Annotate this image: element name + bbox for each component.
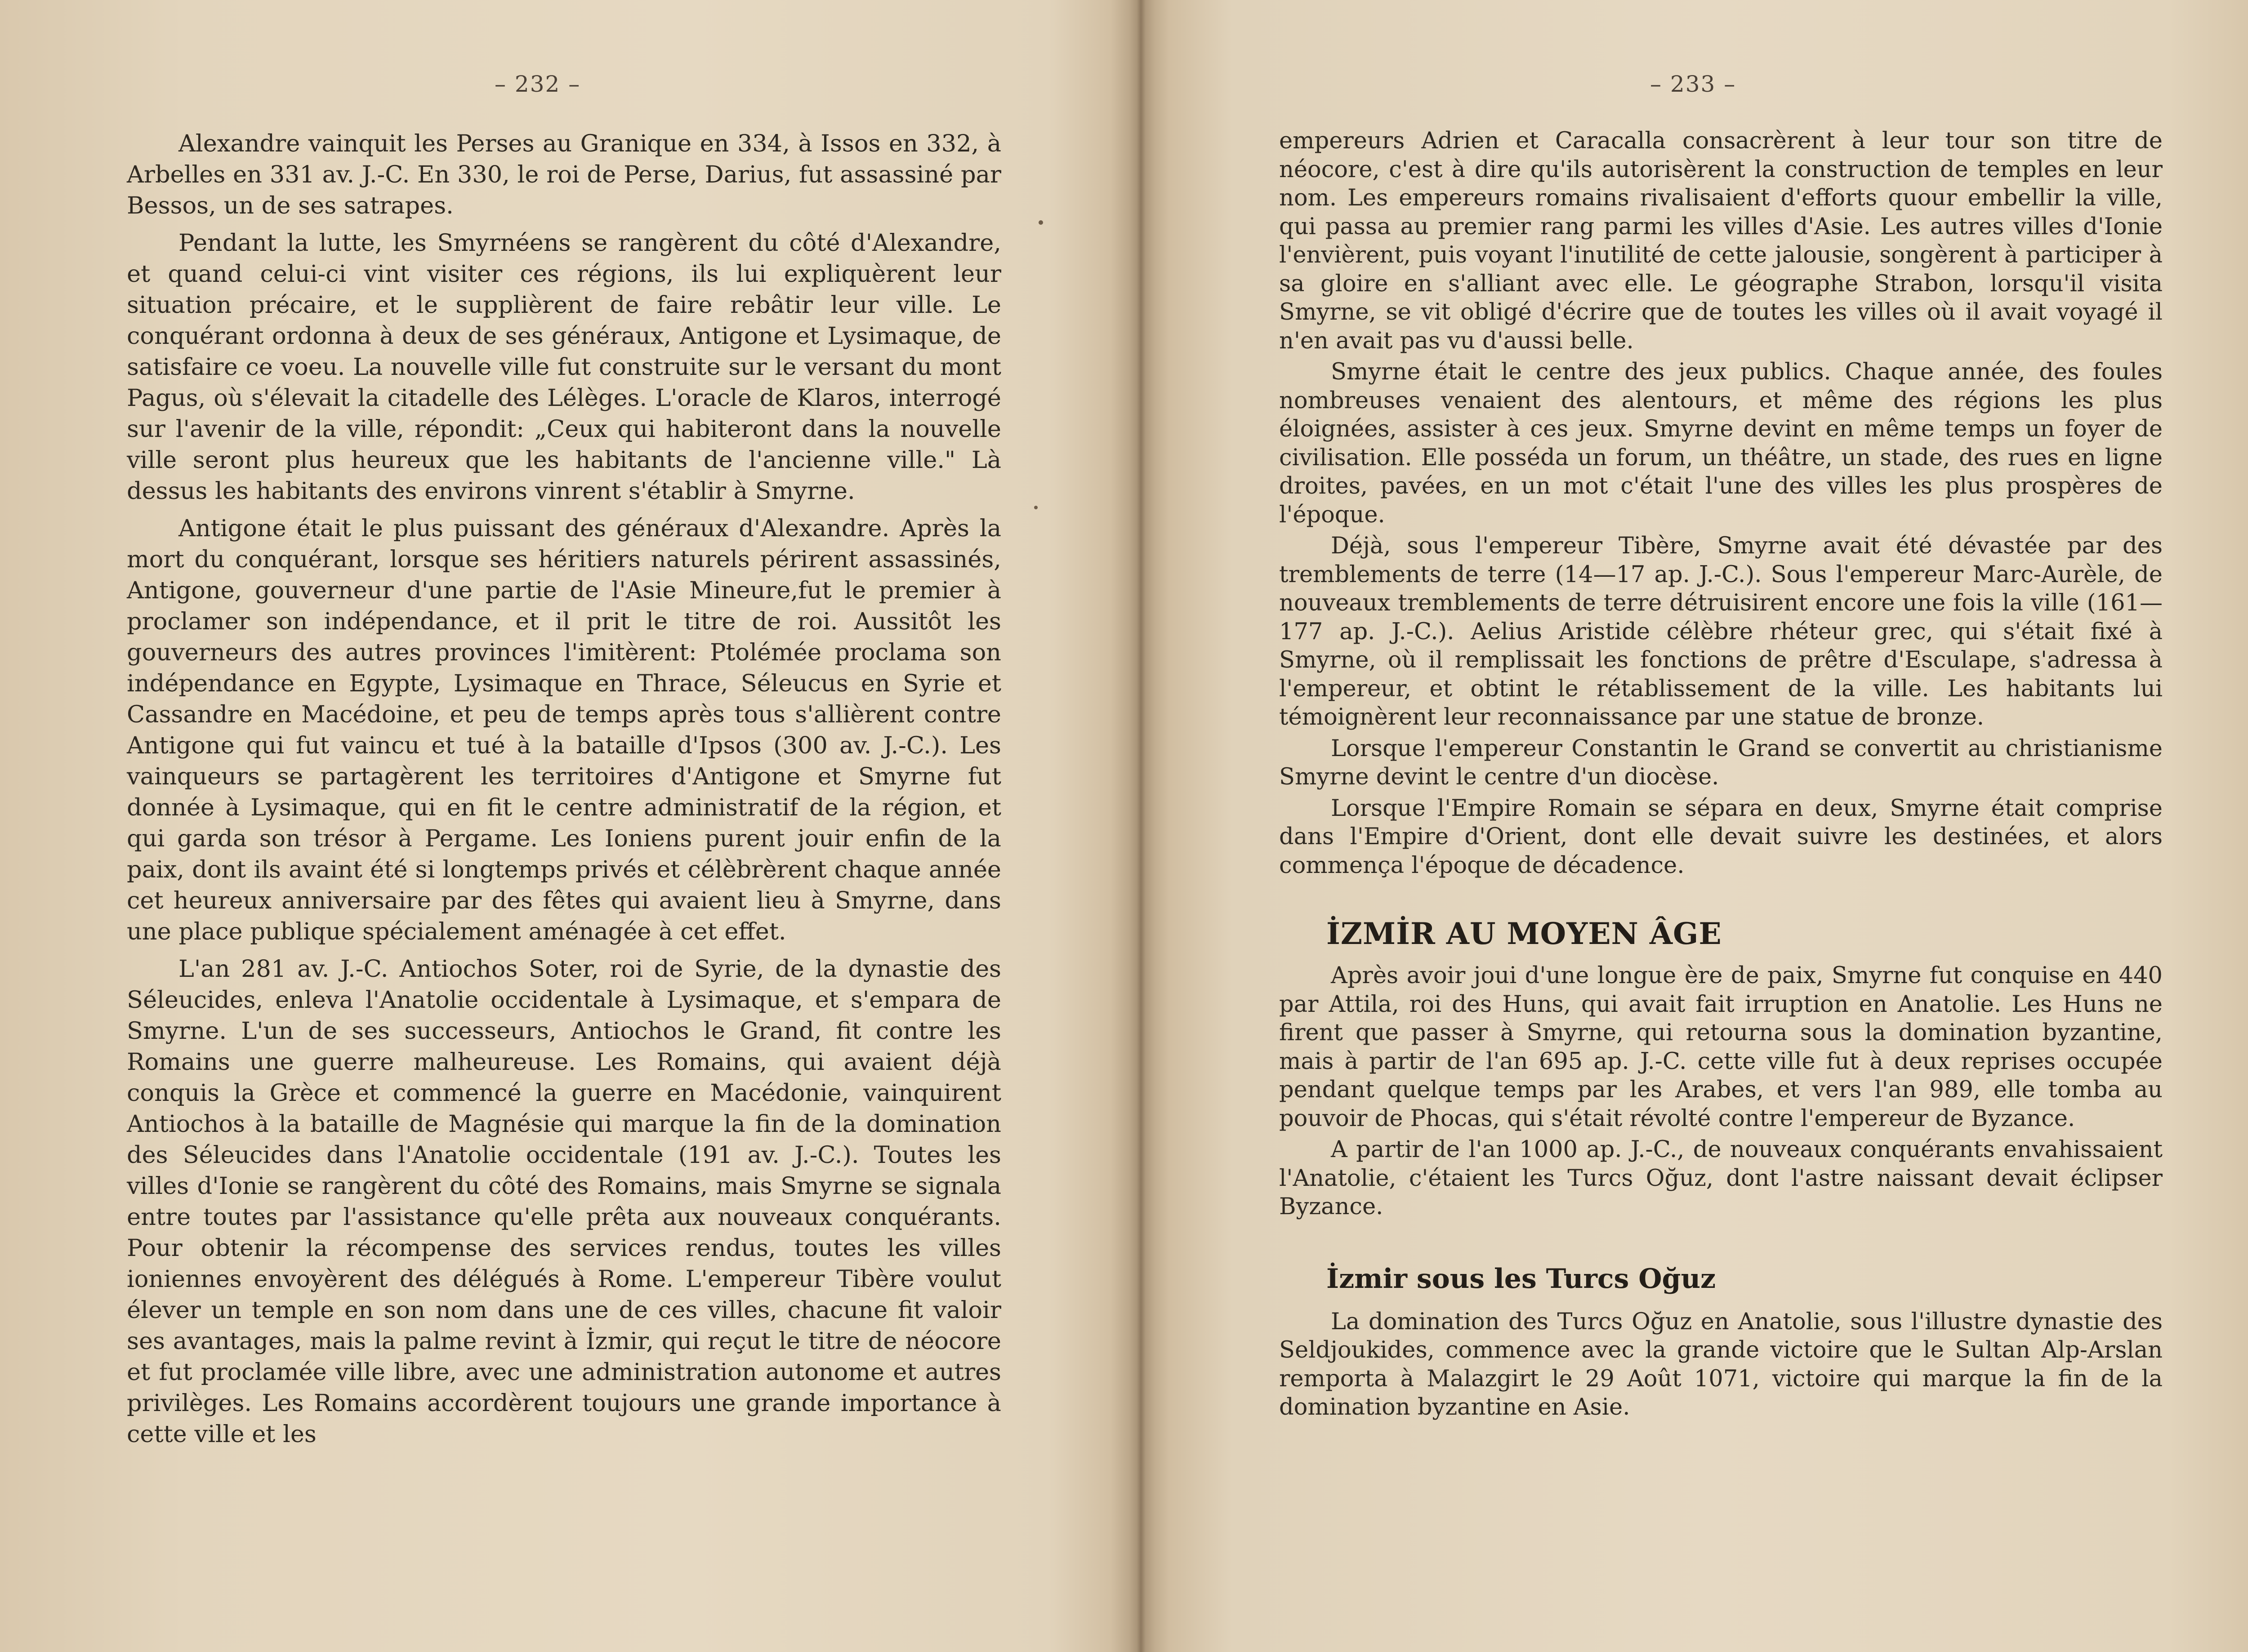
- section-heading: İZMİR AU MOYEN ÂGE: [1326, 916, 1722, 951]
- paragraph: Antigone était le plus puissant des généraux d'Alexandre. Après la mort du conquérant, lorsque ses héritiers naturels périrent assassinés, Antigone, gouverneur d'une partie de l'Asie Mineure,fut le premier à proclamer son indépendance, et il prit le titre de roi. Aussitôt les gouverneurs des autres provinces l'imitèrent: Ptolémée proclama son indépendance en Egypte, Lysimaque en Thrace, Séleucus en Syrie et Cassandre en Macédoine, et peu de temps après tous s'allièrent contre Antigone qui fut vaincu et tué à la bataille d'Ipsos (300 av. J.-C.). Les vainqueurs se partagèrent les territoires d'Antigone et Smyrne fut donnée à Lysimaque, qui en fit le centre administratif de la région, et qui garda son trésor à Pergame. Les Ioniens purent jouir enfin de la paix, dont ils avaint été si longtemps privés et célèbrèrent chaque année cet heureux anniversaire par des fêtes qui avaient lieu à Smyrne, dans une place publique spécialement aménagée à cet effet.: [127, 515, 1001, 945]
- paragraph: Après avoir joui d'une longue ère de paix, Smyrne fut conquise en 440 par Attila, roi des Huns, qui avait fait irruption en Anatolie. Les Huns ne firent que passer à Smyrne, qui retourna sous la domination byzantine, mais à partir de l'an 695 ap. J.-C. cette ville fut à deux reprises occupée pendant quelque temps par les Arabes, et vers l'an 989, elle tomba au pouvoir de Phocas, qui s'était révolté contre l'empereur de Byzance.: [1279, 962, 2163, 1132]
- right-page: [1142, 0, 2248, 1652]
- paragraph: Alexandre vainquit les Perses au Granique en 334, à Issos en 332, à Arbelles en 331 av. J.-C. En 330, le roi de Perse, Darius, fut assassiné par Bessos, un de ses satrapes.: [127, 130, 1001, 219]
- left-text-block: [127, 128, 1001, 1456]
- paragraph: Lorsque l'Empire Romain se sépara en deux, Smyrne était comprise dans l'Empire d'Orient, dont elle devait suivre les destinées, et alors commença l'époque de décadence.: [1279, 795, 2163, 879]
- paragraph: Lorsque l'empereur Constantin le Grand se convertit au christianisme Smyrne devint le centre d'un diocèse.: [1279, 735, 2163, 790]
- paragraph: Pendant la lutte, les Smyrnéens se rangèrent du côté d'Alexandre, et quand celui-ci vint visiter ces régions, ils lui expliquèrent leur situation précaire, et le supplièrent de faire rebâtir leur ville. Le conquérant ordonna à deux de ses généraux, Antigone et Lysimaque, de satisfaire ce voeu. La nouvelle ville fut construite sur le versant du mont Pagus, où s'élevait la citadelle des Lélèges. L'oracle de Klaros, interrogé sur l'avenir de la ville, répondit: „Ceux qui habiteront dans la nouvelle ville seront plus heureux que les habitants de l'ancienne ville." Là dessus les habitants des environs vinrent s'établir à Smyrne.: [127, 229, 1001, 505]
- paragraph: La domination des Turcs Oğuz en Anatolie, sous l'illustre dynastie des Seldjoukides, commence avec la grande victoire que le Sultan Alp-Arslan remporta à Malazgirt le 29 Août 1071, victoire qui marque la fin de la domination byzantine en Asie.: [1279, 1308, 2163, 1420]
- paragraph: empereurs Adrien et Caracalla consacrèrent à leur tour son titre de néocore, c'est à dire qu'ils autorisèrent la construction de temples en leur nom. Les empereurs romains rivalisaient d'efforts quour embellir la ville, qui passa au premier rang parmi les villes d'Asie. Les autres villes d'Ionie l'envièrent, puis voyant l'inutilité de cette jalousie, songèrent à participer à sa gloire en s'alliant avec elle. Le géographe Strabon, lorsqu'il visita Smyrne, se vit obligé d'écrire que de toutes les villes où il avait voyagé il n'en avait pas vu d'aussi belle.: [1279, 128, 2163, 354]
- paragraph: Déjà, sous l'empereur Tibère, Smyrne avait été dévastée par des tremblements de terre (14—17 ap. J.-C.). Sous l'empereur Marc-Aurèle, de nouveaux tremblements de terre détruisirent encore une fois la ville (161—177 ap. J.-C.). Aelius Aristide célèbre rhéteur grec, qui s'était fixé à Smyrne, où il remplissait les fonctions de prêtre d'Esculape, s'adressa à l'empereur, et obtint le rétablissement de la ville. Les habitants lui témoignèrent leur reconnaissance par une statue de bronze.: [1279, 533, 2163, 730]
- paragraph: L'an 281 av. J.-C. Antiochos Soter, roi de Syrie, de la dynastie des Séleucides, enleva l'Anatolie occidentale à Lysimaque, et s'empara de Smyrne. L'un de ses successeurs, Antiochos le Grand, fit contre les Romains une guerre malheureuse. Les Romains, qui avaient déjà conquis la Grèce et commencé la guerre en Macédonie, vainquirent Antiochos à la bataille de Magnésie qui marque la fin de la domination des Séleucides dans l'Anatolie occidentale (191 av. J.-C.). Toutes les villes d'Ionie se rangèrent du côté des Romains, mais Smyrne se signala entre toutes par l'assistance qu'elle prêta aux nouveaux conquérants. Pour obtenir la récompense des services rendus, toutes les villes ioniennes envoyèrent des délégués à Rome. L'empereur Tibère voulut élever un temple en son nom dans une de ces villes, chacune fit valoir ses avantages, mais la palme revint à İzmir, qui reçut le titre de néocore et fut proclamée ville libre, avec une administration autonome et autres privilèges. Les Romains accordèrent toujours une grande importance à cette ville et les: [127, 955, 1001, 1448]
- page-number: – 232 –: [495, 71, 581, 97]
- right-text-block: [1279, 127, 2163, 1425]
- paragraph: Smyrne était le centre des jeux publics. Chaque année, des foules nombreuses venaient des alentours, et même des régions les plus éloignées, assister à ces jeux. Smyrne devint en même temps un foyer de civilisation. Elle posséda un forum, un théâtre, un stade, des rues en ligne droites, pavées, en un mot c'était l'une des villes les plus prospères de l'époque.: [1279, 359, 2163, 528]
- paragraph: A partir de l'an 1000 ap. J.-C., de nouveaux conquérants envahissaient l'Anatolie, c'étaient les Turcs Oğuz, dont l'astre naissant devait éclipser Byzance.: [1279, 1136, 2163, 1220]
- page-number: – 233 –: [1650, 71, 1736, 97]
- subsection-heading: İzmir sous les Turcs Oğuz: [1326, 1263, 1716, 1295]
